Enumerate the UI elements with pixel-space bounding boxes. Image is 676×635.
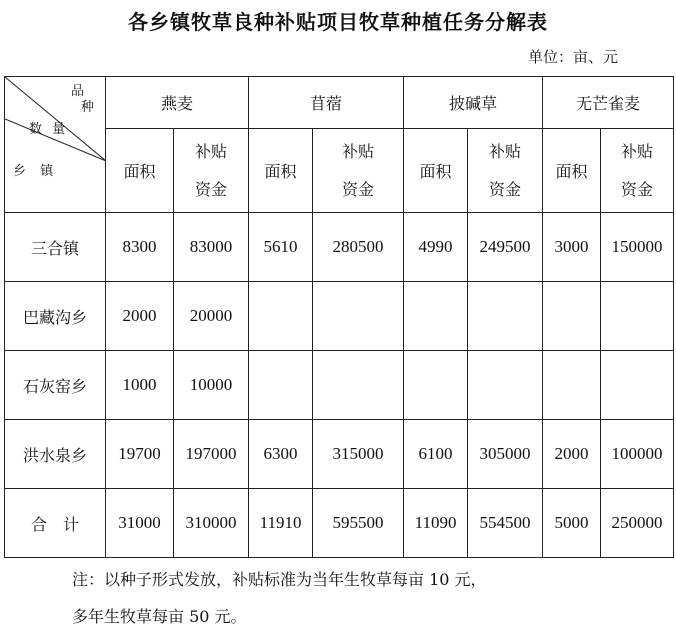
township-name: 石灰窑乡 [5,351,106,420]
table-cell: 3000 [543,213,601,282]
sub-header-subsidy [313,129,404,213]
table-cell: 2000 [543,420,601,489]
table-cell: 305000 [468,420,543,489]
table-cell: 5000 [543,489,601,558]
subsidy-line-2: 资金 [621,179,654,199]
table-cell: 1000 [106,351,174,420]
table-cell: 5610 [249,213,313,282]
table-cell: 197000 [174,420,249,489]
table-cell: 310000 [174,489,249,558]
table-cell: 100000 [601,420,674,489]
table-cell: 315000 [313,420,404,489]
subsidy-line-1: 补贴 [489,141,522,161]
table-cell: 150000 [601,213,674,282]
species-header-row [5,77,674,129]
corner-label-quantity: 数 量 [29,122,69,137]
table-cell: 11910 [249,489,313,558]
note-line-1: 注：以种子形式发放，补贴标准为当年生牧草每亩 10 元， [72,570,487,589]
table-cell [404,282,468,351]
subsidy-line-1: 补贴 [342,141,375,161]
table-cell: 280500 [313,213,404,282]
township-name: 洪水泉乡 [5,420,106,489]
table-row [5,213,674,282]
table-cell: 595500 [313,489,404,558]
table-cell: 250000 [601,489,674,558]
table-row [5,351,674,420]
corner-label-species-1: 品 [71,84,85,99]
table-cell: 20000 [174,282,249,351]
table-cell [313,282,404,351]
table-cell: 11090 [404,489,468,558]
sub-header-area: 面积 [543,129,601,213]
township-name: 三合镇 [5,213,106,282]
sub-header-subsidy [174,129,249,213]
table-cell: 83000 [174,213,249,282]
sub-header-area: 面积 [404,129,468,213]
table-cell: 2000 [106,282,174,351]
sub-header-area: 面积 [106,129,174,213]
sub-header-subsidy [601,129,674,213]
corner-label-species-2: 种 [81,100,95,115]
sub-header-area: 面积 [249,129,313,213]
table-cell [404,351,468,420]
table-cell [313,351,404,420]
table-cell [249,282,313,351]
species-header-alfalfa: 苜蓿 [249,77,404,129]
corner-header-cell [5,77,106,213]
subsidy-line-2: 资金 [489,179,522,199]
page-title: 各乡镇牧草良种补贴项目牧草种植任务分解表 [128,10,548,34]
township-name: 巴藏沟乡 [5,282,106,351]
table-cell [543,351,601,420]
table-cell: 4990 [404,213,468,282]
table-cell: 19700 [106,420,174,489]
sub-header-subsidy [468,129,543,213]
table-cell [601,351,674,420]
table-cell [249,351,313,420]
table-cell: 6100 [404,420,468,489]
table-cell [468,282,543,351]
table-cell: 10000 [174,351,249,420]
table-cell: 554500 [468,489,543,558]
species-header-bromegrass: 无芒雀麦 [543,77,674,129]
table-cell: 8300 [106,213,174,282]
total-label: 合 计 [5,489,106,558]
subsidy-line-1: 补贴 [195,141,228,161]
table-row [5,420,674,489]
table-row-total [5,489,674,558]
subsidy-line-2: 资金 [342,179,375,199]
unit-label: 单位：亩、元 [527,48,618,66]
corner-label-township: 乡 镇 [13,164,56,179]
table-row [5,282,674,351]
note-line-2: 多年生牧草每亩 50 元。 [72,607,247,626]
species-header-elymus: 披碱草 [404,77,543,129]
table-cell [601,282,674,351]
subsidy-line-1: 补贴 [621,141,654,161]
table-cell: 6300 [249,420,313,489]
species-header-oat: 燕麦 [106,77,249,129]
diagonal-lines [5,77,106,213]
table-cell: 31000 [106,489,174,558]
subsidy-line-2: 资金 [195,179,228,199]
task-table [4,76,674,558]
table-cell [543,282,601,351]
table-cell: 249500 [468,213,543,282]
table-cell [468,351,543,420]
